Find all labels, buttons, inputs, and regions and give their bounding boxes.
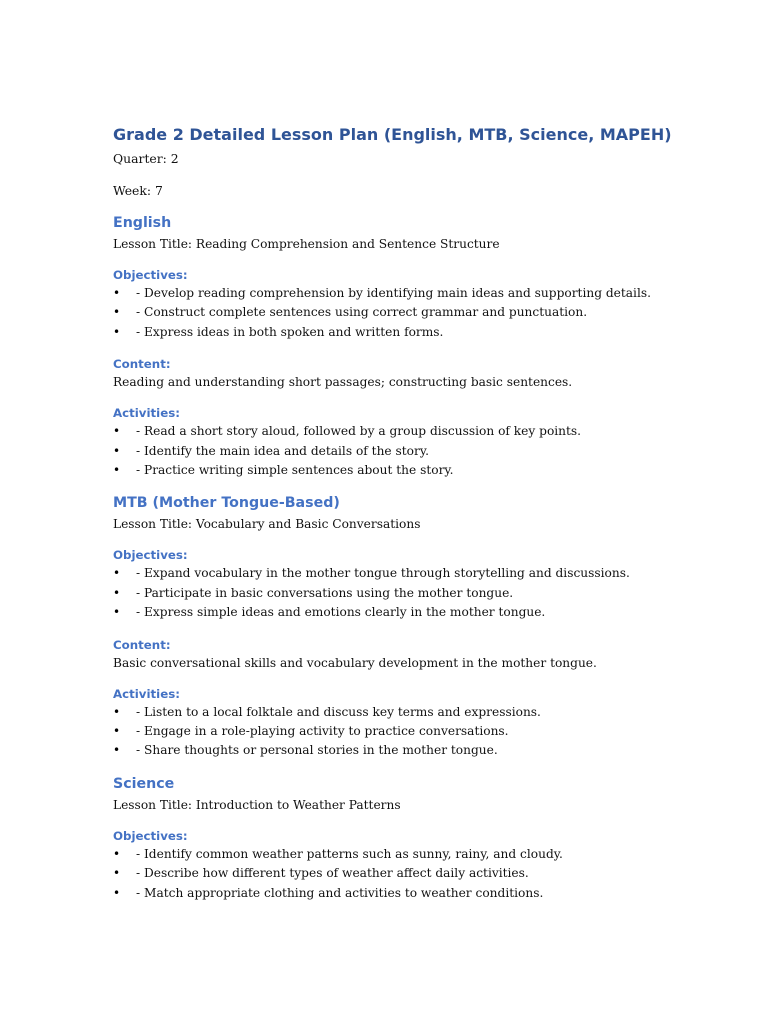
list-item: • - Listen to a local folktale and discuss key terms and expressions. bbox=[113, 703, 673, 722]
lesson-title-english: Lesson Title: Reading Comprehension and Sentence Structure bbox=[113, 237, 500, 251]
section-english bbox=[113, 213, 673, 480]
objectives-list-science bbox=[113, 845, 673, 903]
content-text-english: Reading and understanding short passages; constructing basic sentences. bbox=[113, 375, 573, 390]
week-label: Week: 7 bbox=[113, 183, 163, 198]
list-item: • - Practice writing simple sentences about the story. bbox=[113, 461, 673, 480]
section-mtb bbox=[113, 493, 673, 760]
objectives-list-mtb bbox=[113, 564, 673, 622]
bullet-icon: • bbox=[113, 443, 121, 458]
bullet-icon: • bbox=[113, 846, 121, 861]
objectives-list-english bbox=[113, 284, 673, 342]
objectives-heading-english: Objectives: bbox=[113, 268, 188, 282]
activities-list-english bbox=[113, 422, 673, 480]
objectives-heading-mtb: Objectives: bbox=[113, 548, 188, 563]
content-heading-english: Content: bbox=[113, 357, 171, 372]
activities-heading-english: Activities: bbox=[113, 406, 180, 421]
list-item: • - Construct complete sentences using correct grammar and punctuation. bbox=[113, 303, 673, 322]
bullet-icon: • bbox=[113, 463, 121, 478]
section-heading-science: Science bbox=[113, 775, 175, 792]
section-science bbox=[113, 774, 673, 903]
list-item: • - Share thoughts or personal stories in the mother tongue. bbox=[113, 741, 673, 760]
lesson-title-mtb: Lesson Title: Vocabulary and Basic Conversations bbox=[113, 517, 421, 532]
list-item: • - Express ideas in both spoken and written forms. bbox=[113, 323, 673, 342]
section-heading-mtb: MTB (Mother Tongue-Based) bbox=[113, 495, 340, 512]
bullet-icon: • bbox=[113, 866, 121, 881]
lesson-title-science: Lesson Title: Introduction to Weather Patterns bbox=[113, 797, 401, 812]
list-item: • - Read a short story aloud, followed by a group discussion of key points. bbox=[113, 422, 673, 441]
bullet-icon: • bbox=[113, 724, 121, 739]
bullet-icon: • bbox=[113, 286, 121, 300]
list-item: • - Engage in a role-playing activity to practice conversations. bbox=[113, 722, 673, 741]
document-content bbox=[113, 124, 673, 903]
bullet-icon: • bbox=[113, 605, 121, 620]
list-item: • - Develop reading comprehension by identifying main ideas and supporting details. bbox=[113, 284, 673, 303]
content-text-mtb: Basic conversational skills and vocabulary development in the mother tongue. bbox=[113, 655, 597, 670]
section-heading-english: English bbox=[113, 215, 172, 231]
objectives-heading-science: Objectives: bbox=[113, 828, 188, 843]
quarter-label: Quarter: 2 bbox=[113, 151, 179, 166]
bullet-icon: • bbox=[113, 424, 121, 439]
document-title: Grade 2 Detailed Lesson Plan (English, MTB, Science, MAPEH) bbox=[113, 125, 672, 144]
list-item: • - Express simple ideas and emotions clearly in the mother tongue. bbox=[113, 603, 673, 622]
list-item: • - Identify common weather patterns such as sunny, rainy, and cloudy. bbox=[113, 845, 673, 864]
bullet-icon: • bbox=[113, 305, 121, 320]
list-item: • - Describe how different types of weather affect daily activities. bbox=[113, 864, 673, 883]
bullet-icon: • bbox=[113, 885, 121, 900]
bullet-icon: • bbox=[113, 324, 121, 339]
activities-list-mtb bbox=[113, 703, 673, 761]
content-heading-mtb: Content: bbox=[113, 637, 171, 652]
bullet-icon: • bbox=[113, 585, 121, 600]
activities-heading-mtb: Activities: bbox=[113, 686, 180, 701]
bullet-icon: • bbox=[113, 566, 121, 581]
list-item: • - Match appropriate clothing and activities to weather conditions. bbox=[113, 884, 673, 903]
bullet-icon: • bbox=[113, 704, 121, 719]
list-item: • - Expand vocabulary in the mother tongue through storytelling and discussions. bbox=[113, 564, 673, 583]
bullet-icon: • bbox=[113, 743, 121, 758]
list-item: • - Participate in basic conversations using the mother tongue. bbox=[113, 584, 673, 603]
list-item: • - Identify the main idea and details of the story. bbox=[113, 442, 673, 461]
